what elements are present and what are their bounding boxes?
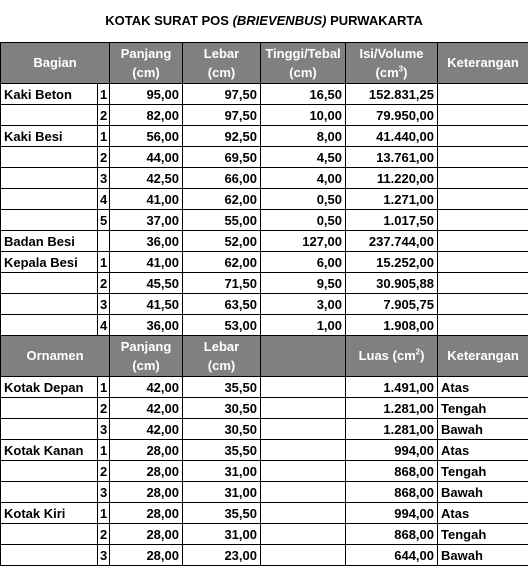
tinggi-value: 4,00 bbox=[261, 168, 346, 189]
keterangan-value: Atas bbox=[438, 440, 528, 461]
ornament-header-body bbox=[1, 336, 528, 377]
part-index: 1 bbox=[98, 84, 110, 105]
header-panjang-label: Panjang bbox=[120, 46, 172, 61]
table-row bbox=[1, 147, 528, 168]
lebar-value: 92,50 bbox=[183, 126, 261, 147]
table-row bbox=[1, 461, 528, 482]
lebar-value: 63,50 bbox=[183, 294, 261, 315]
lebar-value: 97,50 bbox=[183, 105, 261, 126]
table-row bbox=[1, 210, 528, 231]
keterangan-value: Bawah bbox=[438, 419, 528, 440]
part-name: Badan Besi bbox=[1, 231, 98, 252]
part-name bbox=[1, 210, 98, 231]
volume-value: 1.017,50 bbox=[346, 210, 438, 231]
lebar-value: 35,50 bbox=[183, 440, 261, 461]
header-lebar-unit: (cm) bbox=[207, 65, 236, 80]
panjang-value: 37,00 bbox=[110, 210, 183, 231]
panjang-value: 42,00 bbox=[110, 419, 183, 440]
lebar-value: 30,50 bbox=[183, 419, 261, 440]
table-row bbox=[1, 419, 528, 440]
table-row bbox=[1, 168, 528, 189]
table-row bbox=[1, 524, 528, 545]
table-row bbox=[1, 440, 528, 461]
luas-post: ) bbox=[420, 348, 425, 363]
ornament-index: 3 bbox=[98, 419, 110, 440]
part-index: 2 bbox=[98, 105, 110, 126]
luas-sup: 2 bbox=[415, 347, 421, 357]
part-name bbox=[1, 273, 98, 294]
ornaments-body bbox=[1, 377, 528, 566]
empty-cell bbox=[261, 503, 346, 524]
volume-value: 7.905,75 bbox=[346, 294, 438, 315]
header2-lebar-unit: (cm) bbox=[207, 358, 236, 373]
panjang-value: 95,00 bbox=[110, 84, 183, 105]
ornament-name: Kotak Kanan bbox=[1, 440, 98, 461]
panjang-value: 82,00 bbox=[110, 105, 183, 126]
table-row bbox=[1, 84, 528, 105]
ornament-name bbox=[1, 398, 98, 419]
part-index: 4 bbox=[98, 189, 110, 210]
volume-value: 152.831,25 bbox=[346, 84, 438, 105]
header2-keterangan: Keterangan bbox=[438, 336, 528, 377]
lebar-value: 31,00 bbox=[183, 482, 261, 503]
header2-panjang bbox=[110, 336, 183, 377]
title-prefix: KOTAK SURAT POS bbox=[105, 13, 233, 28]
panjang-value: 42,00 bbox=[110, 377, 183, 398]
lebar-value: 23,00 bbox=[183, 545, 261, 566]
volume-value: 11.220,00 bbox=[346, 168, 438, 189]
ornament-index: 1 bbox=[98, 503, 110, 524]
ornament-index: 3 bbox=[98, 545, 110, 566]
document-title bbox=[0, 0, 528, 42]
table-row bbox=[1, 126, 528, 147]
title-suffix: PURWAKARTA bbox=[326, 13, 423, 28]
part-name bbox=[1, 147, 98, 168]
tinggi-value: 9,50 bbox=[261, 273, 346, 294]
lebar-value: 31,00 bbox=[183, 524, 261, 545]
panjang-value: 42,00 bbox=[110, 398, 183, 419]
keterangan-value bbox=[438, 252, 528, 273]
ornament-index: 2 bbox=[98, 461, 110, 482]
ornament-index: 3 bbox=[98, 482, 110, 503]
keterangan-value: Bawah bbox=[438, 545, 528, 566]
parts-body bbox=[1, 84, 528, 336]
part-index: 1 bbox=[98, 252, 110, 273]
panjang-value: 28,00 bbox=[110, 545, 183, 566]
tinggi-value: 16,50 bbox=[261, 84, 346, 105]
lebar-value: 69,50 bbox=[183, 147, 261, 168]
ornament-index: 2 bbox=[98, 398, 110, 419]
panjang-value: 28,00 bbox=[110, 461, 183, 482]
ornament-name bbox=[1, 419, 98, 440]
luas-pre: Luas (cm bbox=[358, 348, 416, 363]
keterangan-value: Tengah bbox=[438, 524, 528, 545]
volume-value: 41.440,00 bbox=[346, 126, 438, 147]
panjang-value: 41,50 bbox=[110, 294, 183, 315]
keterangan-value: Tengah bbox=[438, 461, 528, 482]
header-bagian: Bagian bbox=[1, 43, 110, 84]
part-name bbox=[1, 189, 98, 210]
table-row bbox=[1, 398, 528, 419]
keterangan-value bbox=[438, 273, 528, 294]
keterangan-value bbox=[438, 315, 528, 336]
keterangan-value bbox=[438, 231, 528, 252]
luas-value: 1.491,00 bbox=[346, 377, 438, 398]
measurement-table bbox=[0, 42, 528, 566]
panjang-value: 41,00 bbox=[110, 252, 183, 273]
ornament-name: Kotak Depan bbox=[1, 377, 98, 398]
tinggi-value: 127,00 bbox=[261, 231, 346, 252]
keterangan-value bbox=[438, 168, 528, 189]
header-tinggi-unit: (cm) bbox=[289, 65, 317, 80]
tinggi-value: 3,00 bbox=[261, 294, 346, 315]
tinggi-value: 8,00 bbox=[261, 126, 346, 147]
table-row bbox=[1, 105, 528, 126]
luas-value: 994,00 bbox=[346, 503, 438, 524]
header-row-parts bbox=[1, 43, 528, 84]
header2-panjang-unit: (cm) bbox=[132, 358, 160, 373]
luas-value: 868,00 bbox=[346, 482, 438, 503]
header-volume-unit bbox=[348, 63, 435, 82]
lebar-value: 62,00 bbox=[183, 252, 261, 273]
header-lebar-label: Lebar bbox=[203, 46, 240, 61]
empty-cell bbox=[261, 440, 346, 461]
header-lebar bbox=[183, 43, 261, 84]
panjang-value: 42,50 bbox=[110, 168, 183, 189]
keterangan-value: Bawah bbox=[438, 482, 528, 503]
lebar-value: 71,50 bbox=[183, 273, 261, 294]
volume-value: 1.271,00 bbox=[346, 189, 438, 210]
header-keterangan: Keterangan bbox=[438, 43, 528, 84]
table-row bbox=[1, 377, 528, 398]
part-index: 4 bbox=[98, 315, 110, 336]
header2-lebar bbox=[183, 336, 261, 377]
keterangan-value bbox=[438, 147, 528, 168]
panjang-value: 28,00 bbox=[110, 440, 183, 461]
tinggi-value: 0,50 bbox=[261, 189, 346, 210]
keterangan-value bbox=[438, 84, 528, 105]
part-index: 2 bbox=[98, 273, 110, 294]
ornament-name bbox=[1, 524, 98, 545]
empty-cell bbox=[261, 419, 346, 440]
luas-value: 1.281,00 bbox=[346, 398, 438, 419]
header-tinggi-label: Tinggi/Tebal bbox=[265, 46, 341, 61]
lebar-value: 53,00 bbox=[183, 315, 261, 336]
empty-cell bbox=[261, 377, 346, 398]
empty-cell bbox=[261, 524, 346, 545]
part-name: Kepala Besi bbox=[1, 252, 98, 273]
ornament-name: Kotak Kiri bbox=[1, 503, 98, 524]
header-volume-label: Isi/Volume bbox=[359, 46, 424, 61]
tinggi-value: 6,00 bbox=[261, 252, 346, 273]
part-name: Kaki Beton bbox=[1, 84, 98, 105]
part-index: 2 bbox=[98, 147, 110, 168]
luas-value: 994,00 bbox=[346, 440, 438, 461]
lebar-value: 66,00 bbox=[183, 168, 261, 189]
panjang-value: 41,00 bbox=[110, 189, 183, 210]
luas-value: 1.281,00 bbox=[346, 419, 438, 440]
table-row bbox=[1, 273, 528, 294]
header2-empty bbox=[261, 336, 346, 377]
keterangan-value bbox=[438, 294, 528, 315]
part-name: Kaki Besi bbox=[1, 126, 98, 147]
luas-value: 644,00 bbox=[346, 545, 438, 566]
keterangan-value bbox=[438, 189, 528, 210]
header-tinggi bbox=[261, 43, 346, 84]
part-name bbox=[1, 315, 98, 336]
table-row bbox=[1, 231, 528, 252]
keterangan-value: Tengah bbox=[438, 398, 528, 419]
keterangan-value: Atas bbox=[438, 377, 528, 398]
volume-value: 79.950,00 bbox=[346, 105, 438, 126]
tinggi-value: 10,00 bbox=[261, 105, 346, 126]
part-index: 5 bbox=[98, 210, 110, 231]
panjang-value: 28,00 bbox=[110, 503, 183, 524]
panjang-value: 45,50 bbox=[110, 273, 183, 294]
header2-lebar-label: Lebar bbox=[203, 339, 240, 354]
empty-cell bbox=[261, 461, 346, 482]
tinggi-value: 1,00 bbox=[261, 315, 346, 336]
ornament-name bbox=[1, 461, 98, 482]
table-row bbox=[1, 482, 528, 503]
tinggi-value: 0,50 bbox=[261, 210, 346, 231]
part-name bbox=[1, 294, 98, 315]
empty-cell bbox=[261, 482, 346, 503]
panjang-value: 44,00 bbox=[110, 147, 183, 168]
volume-value: 13.761,00 bbox=[346, 147, 438, 168]
ornament-index: 1 bbox=[98, 440, 110, 461]
volume-unit-post: ) bbox=[403, 65, 408, 80]
volume-value: 15.252,00 bbox=[346, 252, 438, 273]
ornament-index: 1 bbox=[98, 377, 110, 398]
table-row bbox=[1, 315, 528, 336]
part-index bbox=[98, 231, 110, 252]
table-row bbox=[1, 252, 528, 273]
ornament-index: 2 bbox=[98, 524, 110, 545]
header-panjang bbox=[110, 43, 183, 84]
part-index: 3 bbox=[98, 294, 110, 315]
header-ornamen: Ornamen bbox=[1, 336, 110, 377]
keterangan-value: Atas bbox=[438, 503, 528, 524]
keterangan-value bbox=[438, 210, 528, 231]
volume-value: 237.744,00 bbox=[346, 231, 438, 252]
lebar-value: 35,50 bbox=[183, 377, 261, 398]
lebar-value: 30,50 bbox=[183, 398, 261, 419]
header2-panjang-label: Panjang bbox=[120, 339, 172, 354]
panjang-value: 28,00 bbox=[110, 482, 183, 503]
ornament-name bbox=[1, 482, 98, 503]
lebar-value: 35,50 bbox=[183, 503, 261, 524]
part-index: 3 bbox=[98, 168, 110, 189]
part-name bbox=[1, 105, 98, 126]
volume-unit-sup: 3 bbox=[398, 64, 404, 74]
table-row bbox=[1, 545, 528, 566]
luas-value: 868,00 bbox=[346, 524, 438, 545]
header-panjang-unit: (cm) bbox=[132, 65, 160, 80]
lebar-value: 62,00 bbox=[183, 189, 261, 210]
volume-unit-pre: (cm bbox=[375, 65, 399, 80]
panjang-value: 36,00 bbox=[110, 231, 183, 252]
part-name bbox=[1, 168, 98, 189]
table-row bbox=[1, 294, 528, 315]
panjang-value: 56,00 bbox=[110, 126, 183, 147]
luas-value: 868,00 bbox=[346, 461, 438, 482]
table-row bbox=[1, 503, 528, 524]
empty-cell bbox=[261, 398, 346, 419]
volume-value: 30.905,88 bbox=[346, 273, 438, 294]
panjang-value: 28,00 bbox=[110, 524, 183, 545]
volume-value: 1.908,00 bbox=[346, 315, 438, 336]
ornament-name bbox=[1, 545, 98, 566]
table-row bbox=[1, 189, 528, 210]
part-index: 1 bbox=[98, 126, 110, 147]
keterangan-value bbox=[438, 105, 528, 126]
title-italic: (BRIEVENBUS) bbox=[232, 13, 327, 28]
keterangan-value bbox=[438, 126, 528, 147]
header-row-ornaments bbox=[1, 336, 528, 377]
lebar-value: 52,00 bbox=[183, 231, 261, 252]
tinggi-value: 4,50 bbox=[261, 147, 346, 168]
lebar-value: 97,50 bbox=[183, 84, 261, 105]
empty-cell bbox=[261, 545, 346, 566]
panjang-value: 36,00 bbox=[110, 315, 183, 336]
lebar-value: 55,00 bbox=[183, 210, 261, 231]
header2-luas bbox=[346, 336, 438, 377]
header-volume bbox=[346, 43, 438, 84]
lebar-value: 31,00 bbox=[183, 461, 261, 482]
